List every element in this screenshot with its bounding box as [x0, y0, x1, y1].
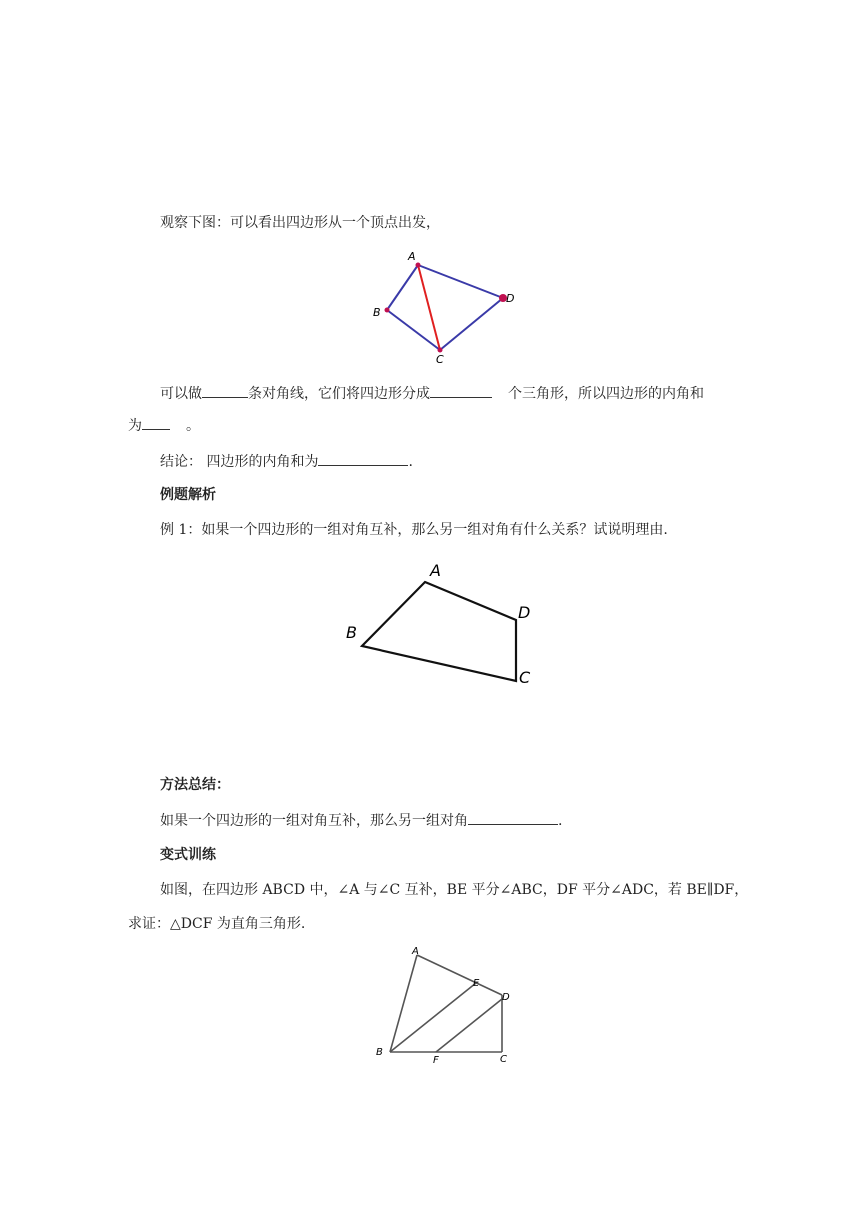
fill-line-1	[160, 383, 704, 404]
observe-text: 观察下图：可以看出四边形从一个顶点出发，	[160, 215, 440, 231]
blank-triangle-count[interactable]	[430, 383, 492, 398]
blank-angle-sum[interactable]	[142, 415, 170, 430]
figure-quadrilateral-bisectors	[372, 942, 517, 1072]
fill-part4: 为	[128, 418, 142, 434]
fig2-label-d: D	[518, 603, 531, 622]
fig1-label-b: B	[373, 306, 381, 319]
fill-part5: 。	[186, 418, 200, 434]
fig3-label-f: F	[433, 1055, 439, 1066]
method-line	[160, 810, 562, 831]
fig1-label-a: A	[408, 250, 416, 263]
fig3-label-b: B	[376, 1047, 383, 1058]
method-prefix: 如果一个四边形的一组对角互补，那么另一组对角	[160, 813, 468, 829]
conclusion-prefix: 结论： 四边形的内角和为	[160, 454, 319, 470]
fig2-label-a: A	[430, 561, 441, 580]
blank-conclusion[interactable]	[318, 451, 408, 466]
fill-line-2	[128, 415, 200, 436]
method-heading: 方法总结：	[160, 777, 230, 793]
variant-line-1: 如图，在四边形 ABCD 中，∠A 与∠C 互补，BE 平分∠ABC，DF 平分∠ADC，若 BE∥DF，	[160, 882, 749, 898]
example1-text: 例 1：如果一个四边形的一组对角互补，那么另一组对角有什么关系？试说明理由.	[160, 522, 668, 538]
figure-quadrilateral-abcd	[340, 560, 540, 690]
figure-quadrilateral-diagonal	[370, 245, 520, 370]
fig2-label-b: B	[346, 623, 357, 642]
fill-part2: 条对角线，它们将四边形分成	[248, 386, 430, 402]
fig3-label-d: D	[502, 992, 510, 1003]
fig1-label-c: C	[436, 353, 444, 366]
example-heading: 例题解析	[160, 487, 216, 503]
variant-line-2: 求证：△DCF 为直角三角形.	[128, 916, 306, 932]
fig3-label-c: C	[500, 1054, 507, 1065]
fig2-label-c: C	[519, 668, 531, 687]
conclusion-suffix: .	[408, 454, 413, 470]
method-suffix: .	[558, 813, 563, 829]
fig3-label-a: A	[412, 946, 419, 957]
blank-method[interactable]	[468, 810, 558, 825]
fig1-label-d: D	[506, 292, 515, 305]
fill-part1: 可以做	[160, 386, 202, 402]
conclusion-line	[160, 451, 413, 472]
fill-part3: 个三角形，所以四边形的内角和	[508, 386, 704, 402]
variant-heading: 变式训练	[160, 847, 216, 863]
fig3-label-e: E	[473, 978, 480, 989]
blank-diagonal-count[interactable]	[202, 383, 248, 398]
